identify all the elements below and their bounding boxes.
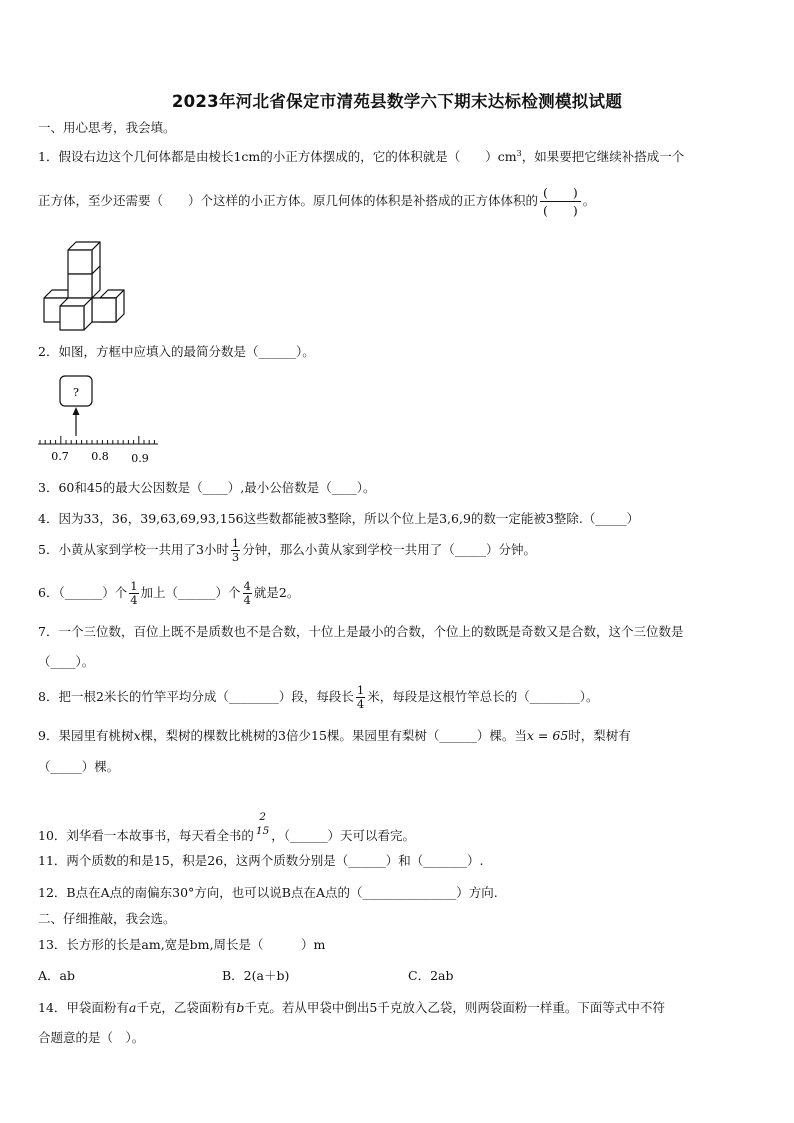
question-10 xyxy=(38,810,415,845)
question-1-line-1 xyxy=(38,145,684,166)
question-7-line-2: （____）。 xyxy=(38,654,95,669)
q6-text: 6．（______）个 xyxy=(38,585,128,600)
q10-text: 10．刘华看一本故事书，每天看全书的 xyxy=(38,828,254,843)
q6-fraction-1 xyxy=(129,580,138,607)
question-8 xyxy=(38,684,599,711)
section-heading-1: 一、用心思考，我会填。 xyxy=(38,120,176,135)
tick-label-0.7: 0.7 xyxy=(51,450,69,463)
question-12: 12．B点在A点的南偏东30°方向，也可以说B点在A点的（_______________）方向. xyxy=(38,885,498,900)
q6-frac2-num: 4 xyxy=(243,579,251,593)
q6-frac2-den: 4 xyxy=(243,593,251,607)
q6-frac1-den: 4 xyxy=(130,593,138,607)
cube-stack-figure xyxy=(40,240,130,332)
q8-frac-num: 1 xyxy=(356,683,365,697)
q6-frac1-num: 1 xyxy=(130,579,138,593)
cube xyxy=(60,298,92,330)
q13-option-b: B．2(a＋b) xyxy=(222,968,290,983)
question-9-line-2: （_____）棵。 xyxy=(38,759,120,774)
q1-fraction xyxy=(540,184,581,219)
q10-frac-den: 15 xyxy=(255,825,270,837)
q13-option-a: A．ab xyxy=(38,968,75,983)
question-6 xyxy=(38,580,299,607)
question-2: 2．如图，方框中应填入的最简分数是（______）。 xyxy=(38,344,315,359)
q5-frac-den: 3 xyxy=(231,550,240,564)
question-7-line-1: 7．一个三位数，百位上既不是质数也不是合数，十位上是最小的合数，个位上的数既是奇数又是合数，这个三位数是 xyxy=(38,624,684,639)
cube xyxy=(68,242,100,274)
q1-text: 1．假设右边这个几何体都是由棱长1cm的小正方体摆成的，它的体积就是（ ）cm xyxy=(38,149,517,165)
q9-text-end: 时，梨树有 xyxy=(568,728,631,743)
q14-text: 14．甲袋面粉有 xyxy=(38,1000,129,1015)
q6-fraction-2 xyxy=(243,580,252,607)
section-heading-2: 二、仔细推敲，我会选。 xyxy=(38,911,176,926)
q13-option-c: C．2ab xyxy=(408,968,454,983)
q1-end: 。 xyxy=(582,193,596,208)
q8-fraction xyxy=(356,684,365,711)
number-line-figure xyxy=(36,374,166,466)
q8-frac-den: 4 xyxy=(356,697,365,711)
question-3: 3．60和45的最大公因数是（____）,最小公倍数是（____）。 xyxy=(38,480,376,495)
q9-variable: x xyxy=(133,728,141,743)
question-4: 4．因为33，36，39,63,69,93,156这些数都能被3整除，所以个位上是3,6,9的数一定能被3整除.（_____） xyxy=(38,511,640,526)
q1-superscript: 3 xyxy=(516,149,522,158)
q8-text-cont: 米，每段是这根竹竿总长的（________）。 xyxy=(367,689,599,704)
tick-label-0.9: 0.9 xyxy=(131,452,149,465)
cube xyxy=(92,298,116,322)
q5-text-cont: 分钟，那么小黄从家到学校一共用了（_____）分钟。 xyxy=(242,542,537,557)
q10-text-cont: ，（______）天可以看完。 xyxy=(271,828,416,843)
q9-text: 9．果园里有桃树 xyxy=(38,728,134,743)
q8-text: 8．把一根2米长的竹竿平均分成（________）段，每段长 xyxy=(38,689,354,704)
answer-box-label: ? xyxy=(73,386,79,399)
q14-var-b: b xyxy=(236,1000,245,1015)
q10-frac-num: 2 xyxy=(259,811,266,823)
question-14-line-2: 合题意的是（ ）。 xyxy=(38,1030,145,1045)
question-14-line-1 xyxy=(38,999,665,1017)
tick-label-0.8: 0.8 xyxy=(91,450,109,463)
question-11: 11．两个质数的和是15，积是26，这两个质数分别是（______）和（_______）. xyxy=(38,853,484,868)
q10-fraction xyxy=(256,810,269,838)
question-1-line-2 xyxy=(38,184,595,219)
q5-fraction xyxy=(231,537,240,564)
q6-text-mid: 加上（______）个 xyxy=(140,585,241,600)
q14-text-mid: 千克，乙袋面粉有 xyxy=(136,1000,237,1015)
q1-frac-den: ( ) xyxy=(543,203,578,218)
q5-text: 5．小黄从家到学校一共用了3小时 xyxy=(38,542,229,557)
q1-line2-text: 正方体，至少还需要（ ）个这样的小正方体。原几何体的体积是补搭成的正方体体积的 xyxy=(38,193,539,208)
q14-var-a: a xyxy=(128,1000,137,1015)
page-title: 2023年河北省保定市清苑县数学六下期末达标检测模拟试题 xyxy=(171,92,623,111)
question-5 xyxy=(38,537,536,564)
q14-text-end: 千克。若从甲袋中倒出5千克放入乙袋，则两袋面粉一样重。下面等式中不符 xyxy=(244,1000,665,1015)
number-line-ticks xyxy=(40,436,154,444)
question-13: 13．长方形的长是am,宽是bm,周长是（ ）m xyxy=(38,937,326,952)
q1-text-cont: ，如果要把它继续补搭成一个 xyxy=(521,149,685,165)
question-9-line-1 xyxy=(38,727,631,745)
q9-equation: x = 65 xyxy=(526,728,569,743)
arrow-head xyxy=(73,407,80,415)
q9-text-mid: 棵，梨树的棵数比桃树的3倍少15棵。果园里有梨树（______）棵。当 xyxy=(140,728,527,743)
q6-text-end: 就是2。 xyxy=(253,585,300,600)
q1-frac-num: ( ) xyxy=(540,184,581,202)
q5-frac-num: 1 xyxy=(231,536,240,550)
